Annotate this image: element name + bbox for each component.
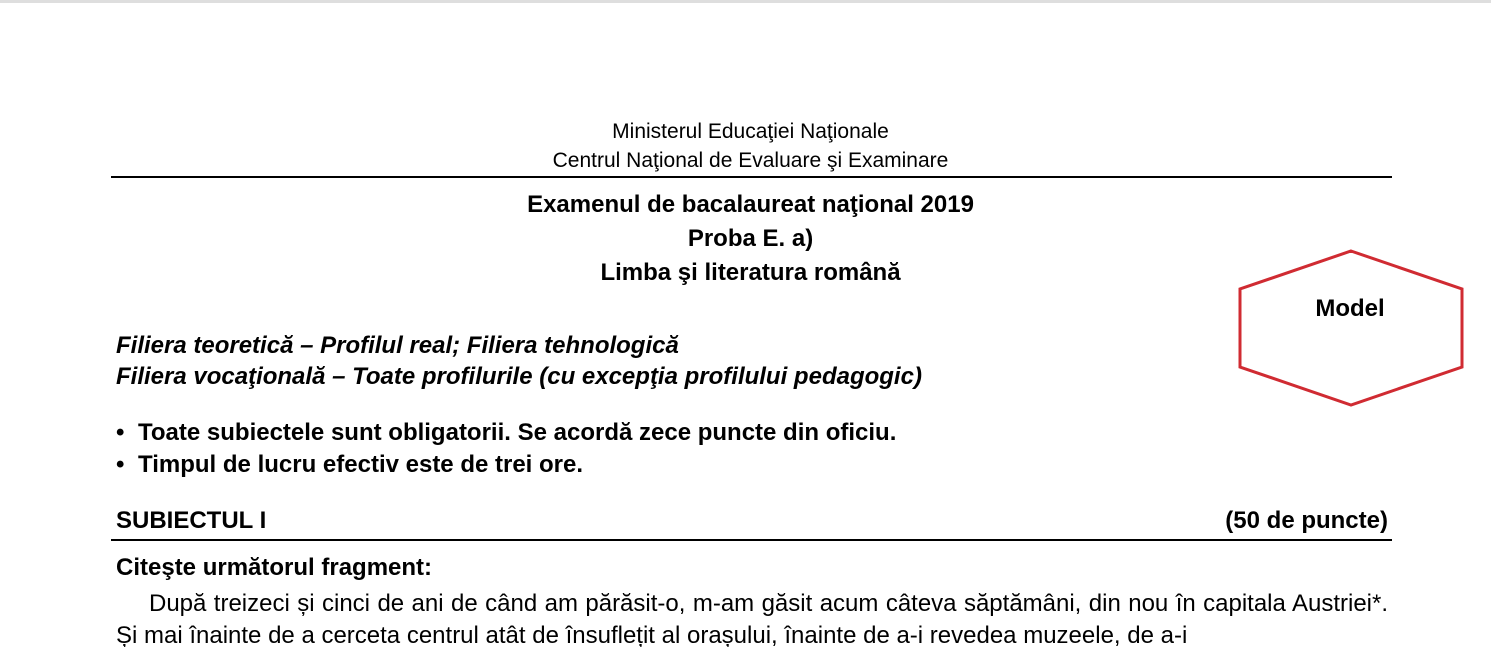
subject-points: (50 de puncte) — [1225, 507, 1388, 534]
reading-instruction: Citeşte următorul fragment: — [116, 554, 433, 581]
subject-heading: SUBIECTUL I — [116, 507, 267, 534]
rule-text: Toate subiectele sunt obligatorii. Se acordă zece puncte din oficiu. — [138, 419, 897, 446]
bullet-icon: • — [116, 419, 125, 446]
filiera-line-2: Filiera vocaţională – Toate profilurile (cu excepţia profilului pedagogic) — [116, 363, 922, 390]
filiera-line-1: Filiera teoretică – Profilul real; Filiera tehnologică — [116, 332, 679, 359]
section-divider — [111, 539, 1392, 541]
rule-item — [116, 449, 583, 481]
rule-item — [116, 417, 896, 449]
evaluation-center-name: Centrul Naţional de Evaluare şi Examinare — [552, 149, 949, 172]
exam-title: Examenul de bacalaureat naţional 2019 — [527, 191, 974, 218]
exam-proba: Proba E. a) — [687, 225, 814, 252]
text-fragment: După treizeci și cinci de ani de când am părăsit-o, m-am găsit acum câteva săptămâni, din nou în capitala Austriei*. Și mai înainte de a cerceta centrul atât de însuflețit al orașului, înainte de a-i revedea muzeele, de a-i — [116, 590, 1388, 647]
header-divider — [111, 176, 1392, 178]
top-border — [0, 0, 1491, 3]
model-label: Model — [1315, 295, 1385, 322]
model-hexagon-badge — [1238, 249, 1464, 407]
rule-text: Timpul de lucru efectiv este de trei ore. — [138, 451, 584, 478]
exam-subject: Limba şi literatura română — [600, 259, 901, 286]
hexagon-outline-shape — [1240, 251, 1462, 405]
bullet-icon: • — [116, 451, 125, 478]
ministry-name: Ministerul Educaţiei Naţionale — [612, 120, 889, 143]
